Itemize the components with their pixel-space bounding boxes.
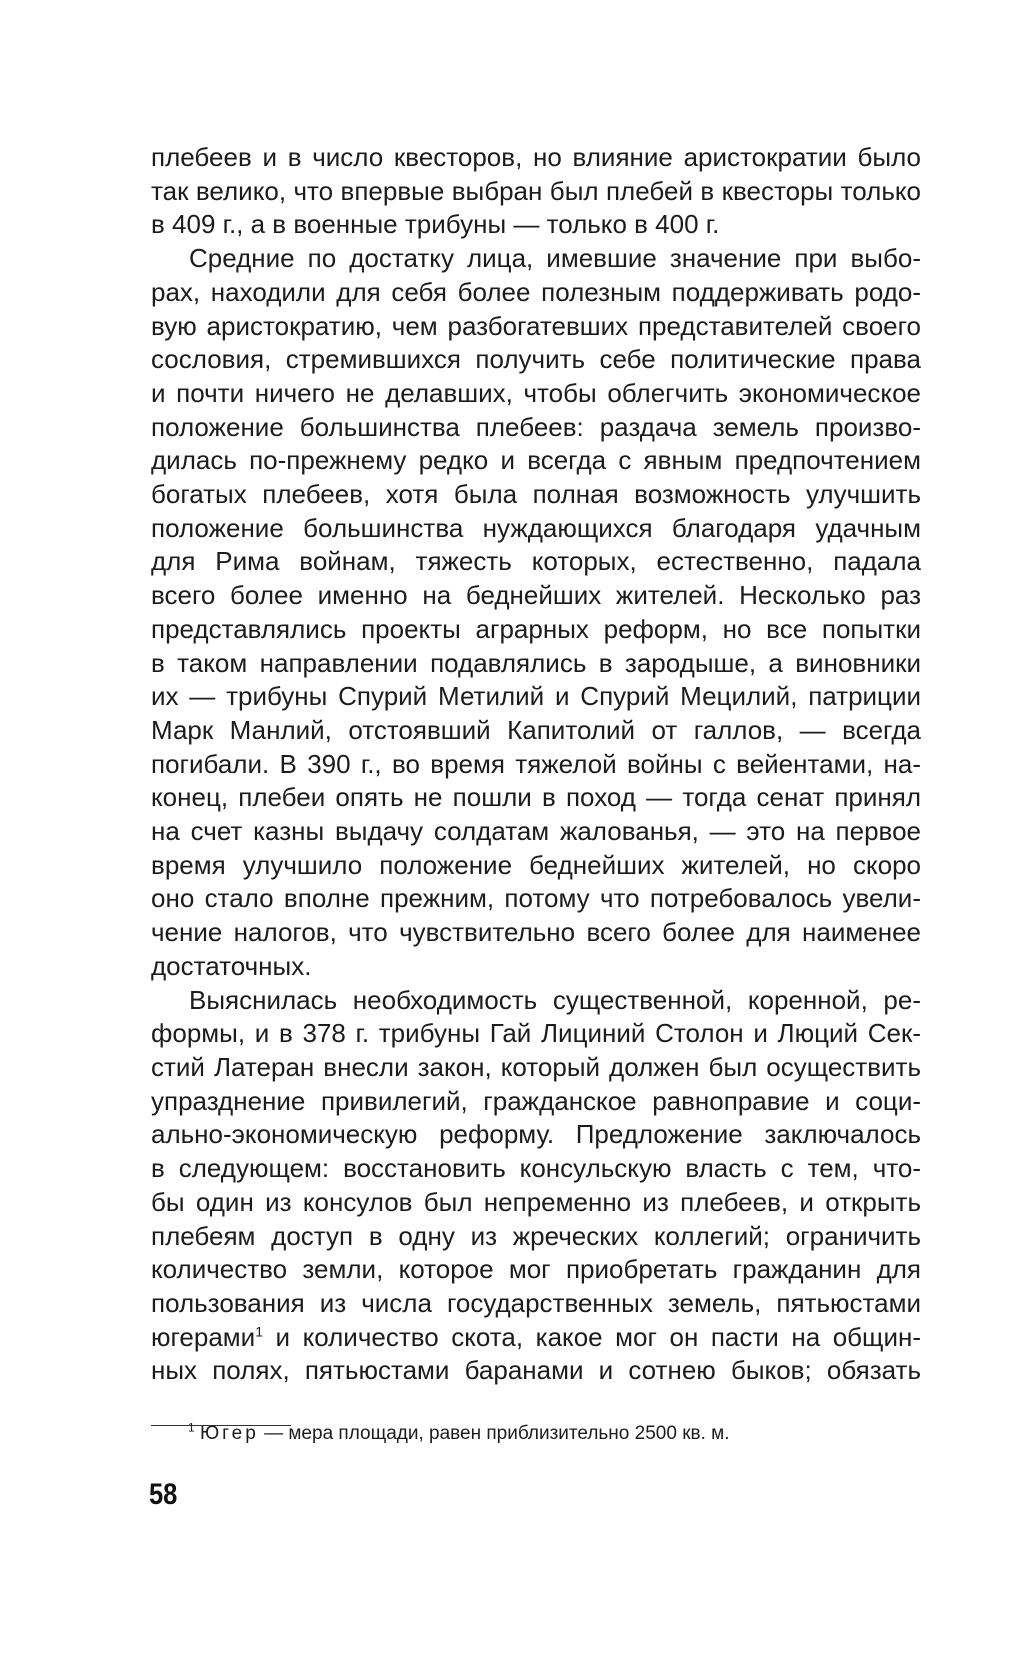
text-line: стий Латеран внесли закон, который должен был осуществить <box>151 1051 921 1082</box>
text-line: плебеям доступ в одну из жреческих коллегий; ограничить <box>151 1220 921 1251</box>
text-line: упразднение привилегий, гражданское равноправие и соци- <box>151 1085 921 1116</box>
text-line: рах, находили для себя более полезным поддерживать родо- <box>151 276 921 307</box>
page-number: 58 <box>149 1478 178 1511</box>
text-line: вую аристократию, чем разбогатевших представителей своего <box>151 310 921 341</box>
text-line-with-footnote <box>151 1321 921 1355</box>
text-line: бы один из консулов был непременно из плебеев, и открыть <box>151 1186 921 1217</box>
text-fragment: и количество скота, какое мог он пасти на общин- <box>263 1321 921 1352</box>
paragraph-3 <box>151 984 921 1388</box>
text-line: чение налогов, что чувствительно всего более для наименее <box>151 917 921 948</box>
text-line: Выяснилась необходимость существенной, коренной, ре- <box>189 984 921 1015</box>
footnote-reference[interactable]: 1 <box>255 1322 263 1339</box>
text-line: ных полях, пятьюстами баранами и сотнею быков; обязать <box>151 1355 921 1386</box>
text-line: богатых плебеев, хотя была полная возможность улучшить <box>151 479 921 510</box>
text-line: плебеев и в число квесторов, но влияние аристократии было <box>151 142 921 172</box>
footnote <box>188 1421 908 1447</box>
text-line: всего более именно на беднейших жителей. Несколько раз <box>151 580 921 611</box>
text-line: в следующем: восстановить консульскую власть с тем, что- <box>151 1153 921 1184</box>
text-line: формы, и в 378 г. трибуны Гай Лициний Столон и Люций Сек- <box>151 1018 921 1049</box>
paragraph-1 <box>151 141 921 242</box>
text-line: количество земли, которое мог приобретать гражданин для <box>151 1254 921 1285</box>
text-line: пользования из числа государственных земель, пятьюстами <box>151 1287 921 1318</box>
text-line: в 409 г., а в военные трибуны — только в 400 г. <box>151 209 720 240</box>
text-line: оно стало вполне прежним, потому что потребовалось увели- <box>151 883 921 914</box>
text-line: представлялись проекты аграрных реформ, но все попытки <box>151 613 921 644</box>
text-line: положение большинства плебеев: раздача земель произво- <box>151 411 921 442</box>
text-line: время улучшило положение беднейших жителей, но скоро <box>151 849 921 880</box>
text-line: дилась по-прежнему редко и всегда с явным предпочтением <box>151 445 921 476</box>
text-line: Средние по достатку лица, имевшие значение при выбо- <box>189 243 921 274</box>
text-line: для Рима войнам, тяжесть которых, естественно, падала <box>151 546 921 577</box>
text-line: так велико, что впервые выбран был плебей в квесторы только <box>151 175 921 206</box>
paragraph-2 <box>151 242 921 983</box>
text-line: их — трибуны Спурий Метилий и Спурий Мецилий, патриции <box>151 681 921 712</box>
text-line: на счет казны выдачу солдатам жалованья, — это на первое <box>151 816 921 847</box>
text-line: в таком направлении подавлялись в зародыше, а виновники <box>151 647 921 678</box>
text-line: конец, плебеи опять не пошли в поход — тогда сенат принял <box>151 782 921 813</box>
text-line: достаточных. <box>151 950 312 981</box>
text-line: Марк Манлий, отстоявший Капитолий от галлов, — всегда <box>151 714 921 745</box>
footnote-term: Югер <box>199 1423 259 1444</box>
text-line: погибали. В 390 г., во время тяжелой войны с вейентами, на- <box>151 748 921 779</box>
text-line: и почти ничего не делавших, чтобы облегчить экономическое <box>151 377 921 408</box>
text-line: сословия, стремившихся получить себе политические права <box>151 344 921 375</box>
footnote-mark: 1 <box>188 1420 195 1435</box>
text-line: ально-экономическую реформу. Предложение заключалось <box>151 1119 921 1150</box>
main-text <box>151 141 921 1388</box>
text-fragment: югерами <box>151 1321 256 1352</box>
text-line: положение большинства нуждающихся благодаря удачным <box>151 512 921 543</box>
footnote-text: — мера площади, равен приблизительно 2500 кв. м. <box>258 1423 730 1444</box>
